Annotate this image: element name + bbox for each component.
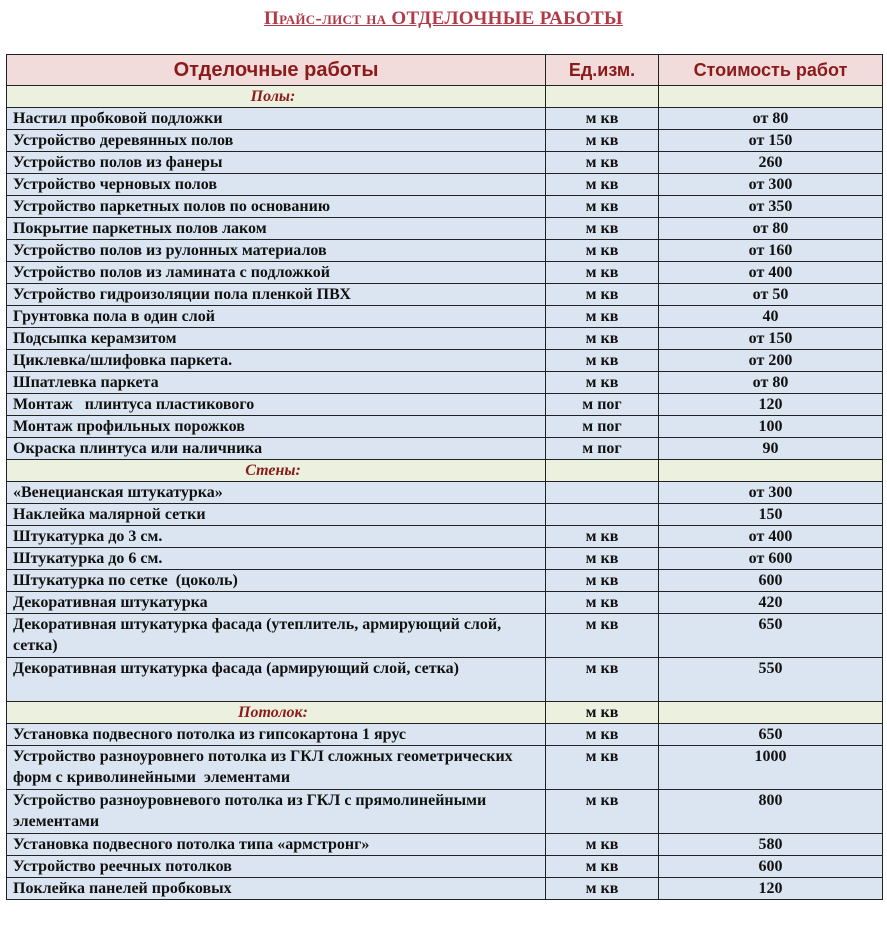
work-price: 800 bbox=[659, 790, 883, 834]
work-name: «Венецианская штукатурка» bbox=[7, 482, 546, 504]
header-name: Отделочные работы bbox=[7, 55, 546, 86]
work-name: Устройство полов из фанеры bbox=[7, 152, 546, 174]
work-unit: м пог bbox=[546, 416, 659, 438]
work-price: от 80 bbox=[659, 218, 883, 240]
work-price: от 400 bbox=[659, 262, 883, 284]
work-unit: м кв bbox=[546, 548, 659, 570]
table-row bbox=[7, 372, 883, 394]
work-unit: м кв bbox=[546, 108, 659, 130]
table-row bbox=[7, 548, 883, 570]
work-unit bbox=[546, 482, 659, 504]
work-name: Устройство реечных потолков bbox=[7, 856, 546, 878]
work-price: от 300 bbox=[659, 482, 883, 504]
work-name: Наклейка малярной сетки bbox=[7, 504, 546, 526]
work-price: от 150 bbox=[659, 130, 883, 152]
work-unit: м кв bbox=[546, 218, 659, 240]
table-row bbox=[7, 306, 883, 328]
table-row bbox=[7, 746, 883, 790]
work-name: Декоративная штукатурка bbox=[7, 592, 546, 614]
work-price: от 160 bbox=[659, 240, 883, 262]
work-name: Штукатурка до 3 см. bbox=[7, 526, 546, 548]
work-unit: м кв bbox=[546, 174, 659, 196]
work-price: 600 bbox=[659, 856, 883, 878]
work-name: Устройство разноуровневого потолка из ГКЛ с прямолинейными элементами bbox=[7, 790, 546, 834]
work-unit: м кв bbox=[546, 570, 659, 592]
table-row bbox=[7, 174, 883, 196]
section-row bbox=[7, 460, 883, 482]
work-name: Устройство черновых полов bbox=[7, 174, 546, 196]
work-unit: м кв bbox=[546, 614, 659, 658]
work-unit: м кв bbox=[546, 790, 659, 834]
work-unit: м пог bbox=[546, 438, 659, 460]
work-name: Устройство гидроизоляции пола пленкой ПВХ bbox=[7, 284, 546, 306]
work-unit: м кв bbox=[546, 306, 659, 328]
table-row bbox=[7, 394, 883, 416]
section-title: Потолок: bbox=[7, 702, 546, 724]
work-name: Штукатурка по сетке (цоколь) bbox=[7, 570, 546, 592]
work-name: Подсыпка керамзитом bbox=[7, 328, 546, 350]
work-name: Устройство полов из рулонных материалов bbox=[7, 240, 546, 262]
work-price: 1000 bbox=[659, 746, 883, 790]
work-unit bbox=[546, 504, 659, 526]
work-unit: м кв bbox=[546, 328, 659, 350]
work-name: Устройство деревянных полов bbox=[7, 130, 546, 152]
work-unit: м кв bbox=[546, 240, 659, 262]
table-row bbox=[7, 526, 883, 548]
work-price: от 80 bbox=[659, 372, 883, 394]
work-name: Декоративная штукатурка фасада (утеплитель, армирующий слой, сетка) bbox=[7, 614, 546, 658]
work-unit: м кв bbox=[546, 856, 659, 878]
work-name: Установка подвесного потолка типа «армстронг» bbox=[7, 834, 546, 856]
table-row bbox=[7, 196, 883, 218]
work-price: 650 bbox=[659, 724, 883, 746]
section-price bbox=[659, 460, 883, 482]
table-row bbox=[7, 724, 883, 746]
work-name: Циклевка/шлифовка паркета. bbox=[7, 350, 546, 372]
work-price: от 200 bbox=[659, 350, 883, 372]
table-row bbox=[7, 130, 883, 152]
work-price: 90 bbox=[659, 438, 883, 460]
section-title: Полы: bbox=[7, 86, 546, 108]
work-price: 600 bbox=[659, 570, 883, 592]
table-row bbox=[7, 856, 883, 878]
work-price: 150 bbox=[659, 504, 883, 526]
table-row bbox=[7, 416, 883, 438]
table-row bbox=[7, 614, 883, 658]
table-row bbox=[7, 592, 883, 614]
table-row bbox=[7, 790, 883, 834]
work-unit: м кв bbox=[546, 526, 659, 548]
work-name: Устройство полов из ламината с подложкой bbox=[7, 262, 546, 284]
section-price bbox=[659, 702, 883, 724]
work-price: от 300 bbox=[659, 174, 883, 196]
work-unit: м кв bbox=[546, 350, 659, 372]
header-price: Стоимость работ bbox=[659, 55, 883, 86]
work-name: Окраска плинтуса или наличника bbox=[7, 438, 546, 460]
section-row bbox=[7, 86, 883, 108]
table-row bbox=[7, 834, 883, 856]
work-unit: м кв bbox=[546, 284, 659, 306]
price-table bbox=[6, 54, 883, 900]
table-row bbox=[7, 262, 883, 284]
work-price: 100 bbox=[659, 416, 883, 438]
work-price: от 350 bbox=[659, 196, 883, 218]
table-row bbox=[7, 152, 883, 174]
work-name: Настил пробковой подложки bbox=[7, 108, 546, 130]
work-unit: м пог bbox=[546, 394, 659, 416]
table-row bbox=[7, 218, 883, 240]
work-unit: м кв bbox=[546, 372, 659, 394]
work-price: 420 bbox=[659, 592, 883, 614]
work-price: 260 bbox=[659, 152, 883, 174]
work-price: 40 bbox=[659, 306, 883, 328]
table-row bbox=[7, 570, 883, 592]
work-price: от 400 bbox=[659, 526, 883, 548]
work-name: Покрытие паркетных полов лаком bbox=[7, 218, 546, 240]
work-unit: м кв bbox=[546, 152, 659, 174]
work-name: Устройство разноуровнего потолка из ГКЛ сложных геометрических форм с криволинейными элементами bbox=[7, 746, 546, 790]
work-unit: м кв bbox=[546, 592, 659, 614]
work-unit: м кв bbox=[546, 262, 659, 284]
table-row bbox=[7, 658, 883, 702]
section-price bbox=[659, 86, 883, 108]
work-price: 550 bbox=[659, 658, 883, 702]
work-price: 120 bbox=[659, 394, 883, 416]
work-unit: м кв bbox=[546, 724, 659, 746]
work-name: Монтаж профильных порожков bbox=[7, 416, 546, 438]
work-name: Декоративная штукатурка фасада (армирующий слой, сетка) bbox=[7, 658, 546, 702]
table-row bbox=[7, 328, 883, 350]
table-row bbox=[7, 350, 883, 372]
work-name: Штукатурка до 6 см. bbox=[7, 548, 546, 570]
section-title: Стены: bbox=[7, 460, 546, 482]
work-unit: м кв bbox=[546, 878, 659, 900]
work-name: Устройство паркетных полов по основанию bbox=[7, 196, 546, 218]
work-unit: м кв bbox=[546, 834, 659, 856]
page-title: Прайс-лист на ОТДЕЛОЧНЫЕ РАБОТЫ bbox=[264, 8, 623, 29]
section-unit: м кв bbox=[546, 702, 659, 724]
table-header bbox=[7, 55, 883, 86]
work-unit: м кв bbox=[546, 196, 659, 218]
work-price: от 150 bbox=[659, 328, 883, 350]
work-price: 580 bbox=[659, 834, 883, 856]
table-row bbox=[7, 240, 883, 262]
work-price: от 600 bbox=[659, 548, 883, 570]
table-row bbox=[7, 878, 883, 900]
work-unit: м кв bbox=[546, 746, 659, 790]
work-price: от 80 bbox=[659, 108, 883, 130]
work-name: Монтаж плинтуса пластикового bbox=[7, 394, 546, 416]
work-name: Грунтовка пола в один слой bbox=[7, 306, 546, 328]
work-name: Установка подвесного потолка из гипсокартона 1 ярус bbox=[7, 724, 546, 746]
table-row bbox=[7, 108, 883, 130]
table-row bbox=[7, 438, 883, 460]
section-unit bbox=[546, 86, 659, 108]
work-name: Поклейка панелей пробковых bbox=[7, 878, 546, 900]
table-row bbox=[7, 284, 883, 306]
work-name: Шпатлевка паркета bbox=[7, 372, 546, 394]
section-unit bbox=[546, 460, 659, 482]
section-row bbox=[7, 702, 883, 724]
table-row bbox=[7, 504, 883, 526]
header-unit: Ед.изм. bbox=[546, 55, 659, 86]
table-row bbox=[7, 482, 883, 504]
work-unit: м кв bbox=[546, 658, 659, 702]
work-price: 120 bbox=[659, 878, 883, 900]
work-price: от 50 bbox=[659, 284, 883, 306]
work-price: 650 bbox=[659, 614, 883, 658]
work-unit: м кв bbox=[546, 130, 659, 152]
